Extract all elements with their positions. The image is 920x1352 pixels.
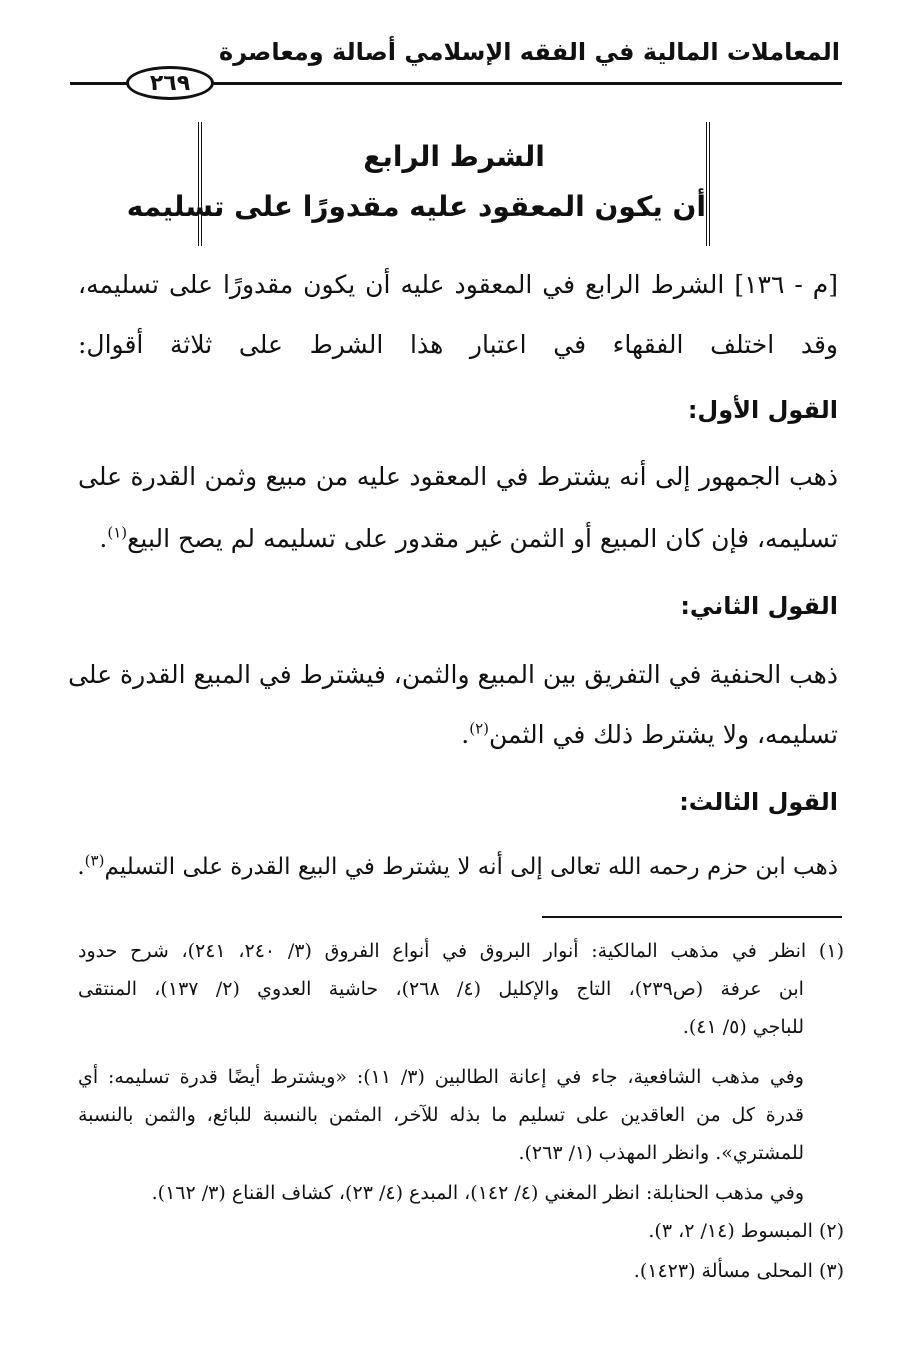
page-number: ٢٦٩ [126,66,214,100]
footnote-1-line-7: وفي مذهب الحنابلة: انظر المغني (٤/ ١٤٢)، المبدع (٤/ ٢٣)، كشاف القناع (٣/ ١٦٢). [151,1182,804,1204]
opinion-1-heading: القول الأول: [687,396,838,424]
section-title-box [126,122,710,246]
opinion-3-line-1 [77,851,838,880]
running-title: المعاملات المالية في الفقه الإسلامي أصالة ومعاصرة [219,38,840,66]
footnote-separator [542,916,842,918]
footnote-1-line-1: (١) انظر في مذهب المالكية: أنوار البروق في أنواع الفروق (٣/ ٢٤٠، ٢٤١)، شرح حدود [78,940,844,962]
footnote-1-line-6: للمشتري». وانظر المهذب (١/ ٢٦٣). [518,1142,804,1164]
section-title: الشرط الرابع [363,140,545,173]
opinion-2-heading: القول الثاني: [680,592,838,620]
opinion-1-text: تسليمه، فإن كان المبيع أو الثمن غير مقدور على تسليمه لم يصح البيع [127,524,838,553]
section-subtitle: أن يكون المعقود عليه مقدورًا على تسليمه [126,190,706,223]
footnote-ref-1[interactable]: (١) [107,523,128,542]
footnote-ref-2[interactable]: (٢) [469,719,489,738]
footnote-1-line-5: قدرة كل من العاقدين على تسليم ما بذله للآخر، المثمن بالنسبة للبائع، والثمن بالنسبة [78,1104,804,1126]
period: . [461,720,470,749]
footnote-3: (٣) المحلى مسألة (١٤٢٣). [633,1260,844,1282]
opinion-1-line-2 [99,524,838,553]
opinion-3-text: ذهب ابن حزم رحمه الله تعالى إلى أنه لا يشترط في البيع القدرة على التسليم [104,854,838,880]
opinion-3-heading: القول الثالث: [679,788,838,816]
opinion-1-line-1: ذهب الجمهور إلى أنه يشترط في المعقود عليه من مبيع وثمن القدرة على [78,462,838,491]
opinion-2-line-2 [461,720,838,749]
footnote-1-line-3: للباجي (٥/ ٤١). [682,1016,804,1038]
period: . [99,524,108,553]
opinion-2-text: تسليمه، ولا يشترط ذلك في الثمن [489,720,838,749]
footnote-1-line-2: ابن عرفة (ص٢٣٩)، التاج والإكليل (٤/ ٢٦٨)، حاشية العدوي (٢/ ١٣٧)، المنتقى [78,978,804,1000]
footnote-ref-3[interactable]: (٣) [84,851,105,870]
intro-line-2: وقد اختلف الفقهاء في اعتبار هذا الشرط على ثلاثة أقوال: [78,330,838,359]
intro-line-1: [م - ١٣٦] الشرط الرابع في المعقود عليه أن يكون مقدورًا على تسليمه، [78,270,838,299]
opinion-2-line-1: ذهب الحنفية في التفريق بين المبيع والثمن، فيشترط في المبيع القدرة على [68,660,838,689]
footnote-2: (٢) المبسوط (١٤/ ٢، ٣). [648,1220,844,1242]
footnote-1-line-4: وفي مذهب الشافعية، جاء في إعانة الطالبين (٣/ ١١): «ويشترط أيضًا قدرة تسليمه: أي [78,1066,804,1088]
period: . [77,854,85,880]
